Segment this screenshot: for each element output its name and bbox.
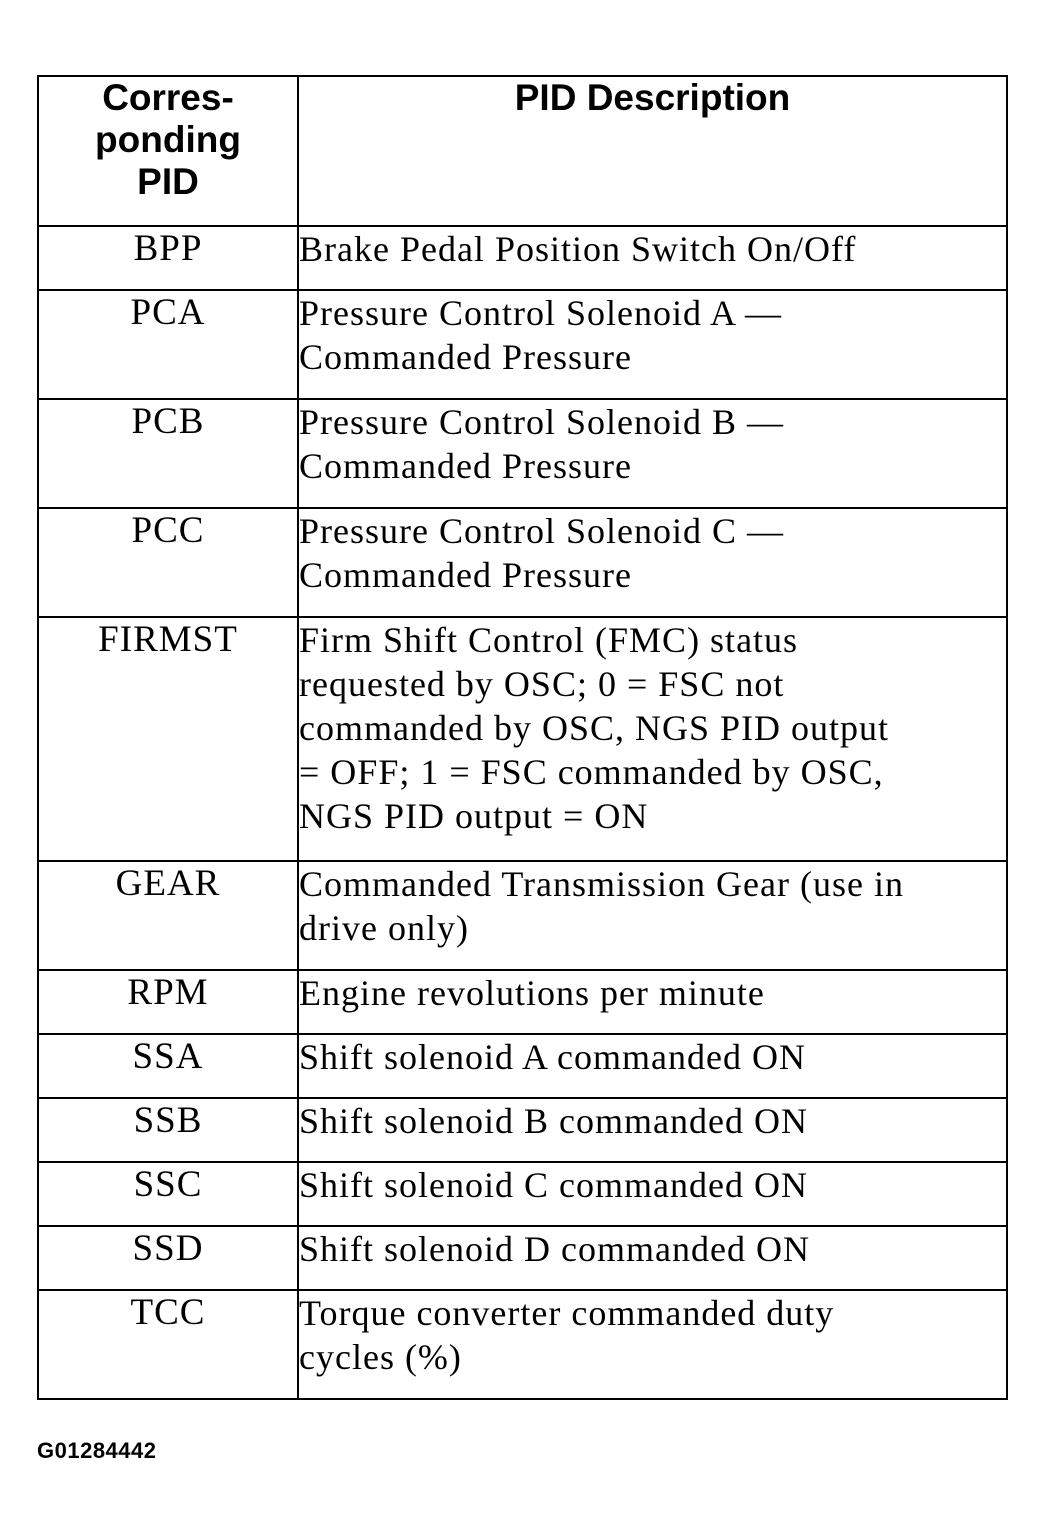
table-row — [38, 970, 1007, 1034]
table-row — [38, 290, 1007, 399]
header-pid-line: PID — [137, 161, 199, 202]
description-line: Engine revolutions per minute — [299, 973, 765, 1013]
pid-cell: SSC — [38, 1162, 298, 1226]
table-row — [38, 861, 1007, 970]
table-row — [38, 508, 1007, 617]
figure-id: G01284442 — [37, 1438, 157, 1463]
header-row — [38, 76, 1007, 226]
pid-cell: BPP — [38, 226, 298, 290]
description-cell — [298, 861, 1007, 970]
header-pid-description: PID Description — [298, 76, 1007, 226]
pid-table — [37, 75, 1008, 1400]
description-line: NGS PID output = ON — [299, 796, 649, 836]
description-line: Shift solenoid B commanded ON — [299, 1101, 808, 1141]
description-cell — [298, 399, 1007, 508]
table-row — [38, 1034, 1007, 1098]
description-cell — [298, 970, 1007, 1034]
header-pid-line: Corres- — [102, 77, 234, 118]
pid-cell: TCC — [38, 1290, 298, 1399]
pid-cell: PCA — [38, 290, 298, 399]
table-row — [38, 399, 1007, 508]
description-cell — [298, 1226, 1007, 1290]
description-line: Shift solenoid C commanded ON — [299, 1165, 808, 1205]
pid-cell: SSA — [38, 1034, 298, 1098]
description-cell — [298, 1098, 1007, 1162]
table-row — [38, 617, 1007, 861]
description-line: Shift solenoid A commanded ON — [299, 1037, 806, 1077]
pid-cell: GEAR — [38, 861, 298, 970]
pid-cell: SSD — [38, 1226, 298, 1290]
description-line: Commanded Pressure — [299, 446, 632, 486]
description-line: = OFF; 1 = FSC commanded by OSC, — [299, 752, 884, 792]
description-line: Firm Shift Control (FMC) status — [299, 620, 799, 660]
description-cell — [298, 617, 1007, 861]
description-line: commanded by OSC, NGS PID output — [299, 708, 889, 748]
description-line: requested by OSC; 0 = FSC not — [299, 664, 785, 704]
description-line: Commanded Pressure — [299, 337, 632, 377]
description-line: Pressure Control Solenoid C — — [299, 511, 784, 551]
description-line: Commanded Transmission Gear (use in — [299, 864, 904, 904]
description-line: Torque converter commanded duty — [299, 1293, 835, 1333]
description-line: Commanded Pressure — [299, 555, 632, 595]
table-row — [38, 1098, 1007, 1162]
description-line: drive only) — [299, 908, 469, 948]
description-line: Brake Pedal Position Switch On/Off — [299, 229, 857, 269]
description-cell — [298, 508, 1007, 617]
description-line: Pressure Control Solenoid B — — [299, 402, 784, 442]
pid-cell: RPM — [38, 970, 298, 1034]
header-corresponding-pid — [38, 76, 298, 226]
pid-cell: SSB — [38, 1098, 298, 1162]
pid-cell: PCB — [38, 399, 298, 508]
description-line: Pressure Control Solenoid A — — [299, 293, 783, 333]
pid-cell: FIRMST — [38, 617, 298, 861]
table-row — [38, 1162, 1007, 1226]
description-cell — [298, 1162, 1007, 1226]
description-line: cycles (%) — [299, 1337, 462, 1377]
description-cell — [298, 1034, 1007, 1098]
description-cell — [298, 1290, 1007, 1399]
pid-cell: PCC — [38, 508, 298, 617]
table-row — [38, 1226, 1007, 1290]
description-cell — [298, 290, 1007, 399]
description-line: Shift solenoid D commanded ON — [299, 1229, 810, 1269]
table-row — [38, 226, 1007, 290]
table-row — [38, 1290, 1007, 1399]
header-pid-line: ponding — [95, 119, 241, 160]
description-cell — [298, 226, 1007, 290]
